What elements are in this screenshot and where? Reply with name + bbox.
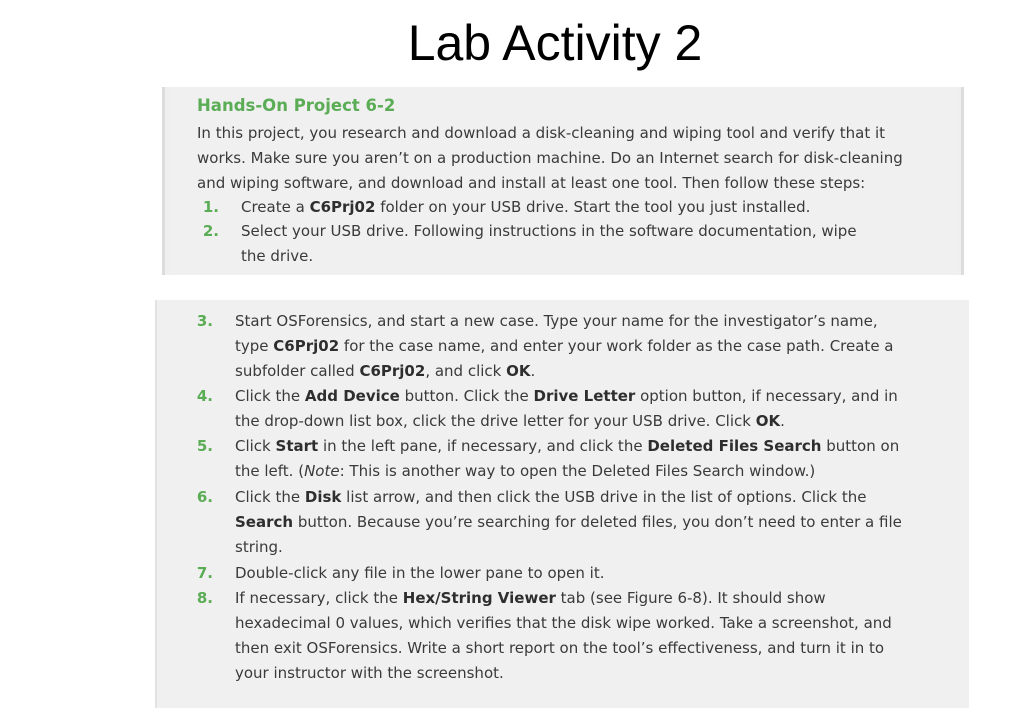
step-text-line — [241, 219, 857, 244]
bold-term: Drive Letter — [533, 387, 636, 405]
text-run: Click the — [235, 387, 305, 405]
step-text — [235, 434, 899, 484]
bold-term: OK — [506, 362, 531, 380]
step-number: 8. — [196, 589, 213, 607]
text-run: string. — [235, 538, 283, 556]
text-run: button. Click the — [399, 387, 534, 405]
step-text-line — [235, 459, 899, 484]
slide-title: Lab Activity 2 — [407, 15, 703, 71]
intro-line: and wiping software, and download and install at least one tool. Then follow these steps: — [197, 174, 866, 192]
bold-term: Deleted Files Search — [647, 437, 822, 455]
italic-term: Note — [304, 462, 340, 480]
step-text-line — [241, 244, 857, 269]
text-run: Create a — [241, 198, 310, 216]
text-run: type — [235, 337, 274, 355]
text-run: folder on your USB drive. Start the tool you just installed. — [375, 198, 811, 216]
step-text-line — [235, 359, 894, 384]
text-run: option button, if necessary, and in — [635, 387, 898, 405]
step-number: 4. — [196, 387, 213, 405]
project-intro — [197, 121, 937, 196]
text-run: tab (see Figure 6-8). It should show — [555, 589, 826, 607]
step-text — [235, 586, 892, 686]
bold-term: C6Prj02 — [309, 198, 376, 216]
step-text-line — [235, 334, 894, 359]
text-run: your instructor with the screenshot. — [235, 664, 504, 682]
bold-term: Search — [235, 513, 294, 531]
bold-term: Hex/String Viewer — [402, 589, 556, 607]
step-text-line — [235, 384, 898, 409]
step-number: 3. — [196, 312, 213, 330]
project-heading: Hands-On Project 6-2 — [197, 96, 396, 115]
bold-term: Add Device — [304, 387, 400, 405]
text-run: Double-click any file in the lower pane to open it. — [235, 564, 605, 582]
text-run: button on — [821, 437, 900, 455]
text-run: subfolder called — [235, 362, 360, 380]
step-text-line — [235, 485, 902, 510]
step-number: 7. — [196, 564, 213, 582]
step-text-line — [235, 586, 892, 611]
text-run: Click — [235, 437, 276, 455]
text-run: Start OSForensics, and start a new case. Type your name for the investigator’s name, — [235, 312, 878, 330]
step-text — [235, 485, 902, 560]
intro-line: works. Make sure you aren’t on a production machine. Do an Internet search for disk-cleaning — [197, 149, 903, 167]
step-number: 2. — [202, 222, 219, 240]
intro-line: In this project, you research and download a disk-cleaning and wiping tool and verify that it — [197, 124, 886, 142]
step-text-line — [235, 409, 898, 434]
bold-term: Disk — [304, 488, 342, 506]
step-text-line — [235, 611, 892, 636]
bold-term: C6Prj02 — [359, 362, 426, 380]
bold-term: C6Prj02 — [273, 337, 340, 355]
step-text-line — [241, 195, 810, 220]
step-text-line — [235, 309, 894, 334]
step-text-line — [235, 535, 902, 560]
text-run: . — [530, 362, 536, 380]
text-run: . — [780, 412, 785, 430]
text-run: in the left pane, if necessary, and click the — [318, 437, 648, 455]
step-text-line — [235, 661, 892, 686]
text-run: the drive. — [241, 247, 314, 265]
text-run: list arrow, and then click the USB drive in the list of options. Click the — [341, 488, 867, 506]
text-run: , and click — [425, 362, 507, 380]
text-run: the drop-down list box, click the drive letter for your USB drive. Click — [235, 412, 756, 430]
step-number: 6. — [196, 488, 213, 506]
step-number: 1. — [202, 198, 219, 216]
step-text — [241, 219, 857, 269]
step-text-line — [235, 636, 892, 661]
step-text-line — [235, 510, 902, 535]
step-text-line — [235, 434, 899, 459]
text-run: Select your USB drive. Following instructions in the software documentation, wipe — [241, 222, 857, 240]
bold-term: OK — [755, 412, 781, 430]
step-text — [235, 309, 894, 384]
text-run: the left. ( — [235, 462, 305, 480]
step-text — [241, 195, 810, 220]
text-run: Click the — [235, 488, 305, 506]
step-number: 5. — [196, 437, 213, 455]
text-run: If necessary, click the — [235, 589, 403, 607]
text-run: for the case name, and enter your work folder as the case path. Create a — [339, 337, 894, 355]
step-text-line — [235, 561, 604, 586]
text-run: then exit OSForensics. Write a short report on the tool’s effectiveness, and turn it in to — [235, 639, 885, 657]
text-run: : This is another way to open the Deleted Files Search window.) — [339, 462, 816, 480]
text-run: button. Because you’re searching for deleted files, you don’t need to enter a file — [293, 513, 902, 531]
step-text — [235, 561, 604, 586]
bold-term: Start — [275, 437, 319, 455]
step-text — [235, 384, 898, 434]
text-run: hexadecimal 0 values, which verifies that the disk wipe worked. Take a screenshot, and — [235, 614, 892, 632]
